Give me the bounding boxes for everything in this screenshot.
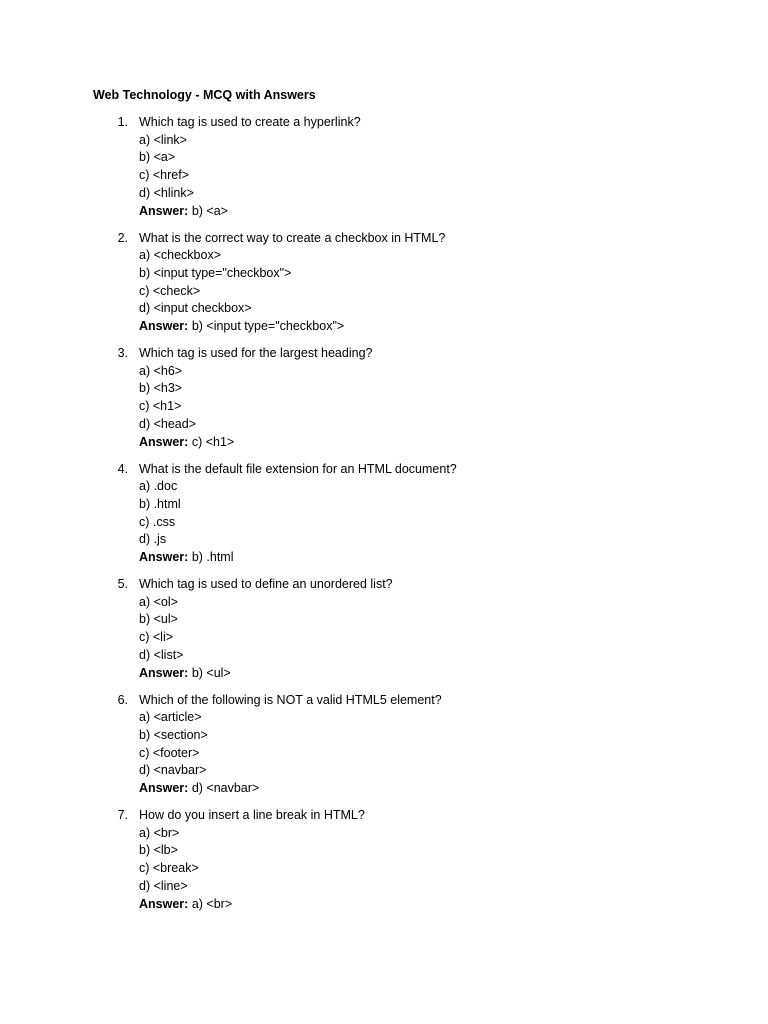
answer-value: b) <ul> bbox=[191, 665, 231, 680]
option-c: c) <break> bbox=[139, 861, 199, 876]
question-body bbox=[139, 114, 361, 220]
question-item bbox=[0, 807, 768, 923]
question-number: 1. bbox=[117, 115, 128, 129]
option-a: a) <article> bbox=[139, 710, 202, 725]
answer-line bbox=[139, 549, 457, 567]
option-b: b) <ul> bbox=[139, 612, 178, 627]
question-body bbox=[139, 807, 365, 913]
option-b: b) <h3> bbox=[139, 381, 183, 396]
question-item bbox=[0, 345, 768, 461]
question-body bbox=[139, 230, 445, 336]
question-number: 7. bbox=[117, 808, 128, 822]
question-number: 2. bbox=[117, 230, 128, 245]
answer-value: b) <input type="checkbox"> bbox=[191, 319, 345, 334]
answer-value: d) <navbar> bbox=[191, 781, 260, 796]
question-text: Which tag is used to create a hyperlink? bbox=[139, 115, 361, 129]
answer-line bbox=[139, 780, 442, 798]
option-c: c) <check> bbox=[139, 283, 201, 298]
question-number: 4. bbox=[117, 461, 128, 476]
option-a: a) <br> bbox=[139, 825, 180, 840]
question-body bbox=[139, 692, 442, 798]
question-text: Which tag is used for the largest heading? bbox=[139, 346, 373, 360]
answer-label: Answer: bbox=[139, 781, 189, 796]
option-b: b) <a> bbox=[139, 150, 176, 165]
option-d: d) <hlink> bbox=[139, 185, 194, 200]
option-d: d) <line> bbox=[139, 878, 188, 893]
option-a: a) <ol> bbox=[139, 594, 178, 609]
option-c: c) <footer> bbox=[139, 745, 200, 760]
question-text: What is the default file extension for an HTML document? bbox=[139, 461, 457, 476]
question-item bbox=[0, 692, 768, 808]
question-item bbox=[0, 461, 768, 577]
option-d: d) <input checkbox> bbox=[139, 301, 252, 316]
question-text: Which of the following is NOT a valid HTML5 element? bbox=[139, 692, 442, 707]
answer-line bbox=[139, 665, 393, 683]
question-item bbox=[0, 576, 768, 692]
option-c: c) <href> bbox=[139, 168, 190, 183]
option-d: d) <list> bbox=[139, 647, 184, 662]
question-text: Which tag is used to define an unordered list? bbox=[139, 577, 393, 591]
answer-value: b) .html bbox=[191, 550, 234, 565]
answer-label: Answer: bbox=[139, 319, 189, 334]
option-d: d) .js bbox=[139, 532, 167, 547]
answer-value: a) <br> bbox=[191, 896, 233, 911]
answer-line bbox=[139, 318, 445, 336]
question-text: What is the correct way to create a checkbox in HTML? bbox=[139, 230, 446, 245]
option-c: c) .css bbox=[139, 514, 176, 529]
question-text: How do you insert a line break in HTML? bbox=[139, 808, 365, 822]
answer-label: Answer: bbox=[139, 665, 189, 680]
answer-label: Answer: bbox=[139, 203, 189, 218]
option-c: c) <li> bbox=[139, 630, 174, 645]
answer-label: Answer: bbox=[139, 896, 189, 911]
answer-value: b) <a> bbox=[191, 203, 228, 218]
answer-label: Answer: bbox=[139, 434, 189, 449]
option-b: b) <input type="checkbox"> bbox=[139, 265, 292, 280]
question-body bbox=[139, 345, 372, 451]
answer-line bbox=[139, 434, 372, 452]
option-b: b) <section> bbox=[139, 727, 208, 742]
option-d: d) <navbar> bbox=[139, 763, 207, 778]
answer-value: c) <h1> bbox=[191, 434, 235, 449]
question-body bbox=[139, 576, 393, 682]
document-title: Web Technology - MCQ with Answers bbox=[93, 88, 316, 102]
answer-line bbox=[139, 203, 361, 221]
question-item bbox=[0, 230, 768, 346]
answer-line bbox=[139, 896, 365, 914]
option-a: a) .doc bbox=[139, 479, 178, 494]
option-d: d) <head> bbox=[139, 416, 196, 431]
question-number: 5. bbox=[117, 577, 128, 591]
option-b: b) .html bbox=[139, 496, 181, 511]
option-b: b) <lb> bbox=[139, 843, 178, 858]
option-c: c) <h1> bbox=[139, 399, 182, 414]
question-list bbox=[0, 114, 768, 923]
question-body bbox=[139, 461, 457, 567]
question-item bbox=[0, 114, 768, 230]
answer-label: Answer: bbox=[139, 550, 189, 565]
question-number: 6. bbox=[117, 692, 128, 707]
option-a: a) <checkbox> bbox=[139, 248, 221, 263]
option-a: a) <h6> bbox=[139, 363, 183, 378]
option-a: a) <link> bbox=[139, 132, 187, 147]
question-number: 3. bbox=[117, 346, 128, 360]
